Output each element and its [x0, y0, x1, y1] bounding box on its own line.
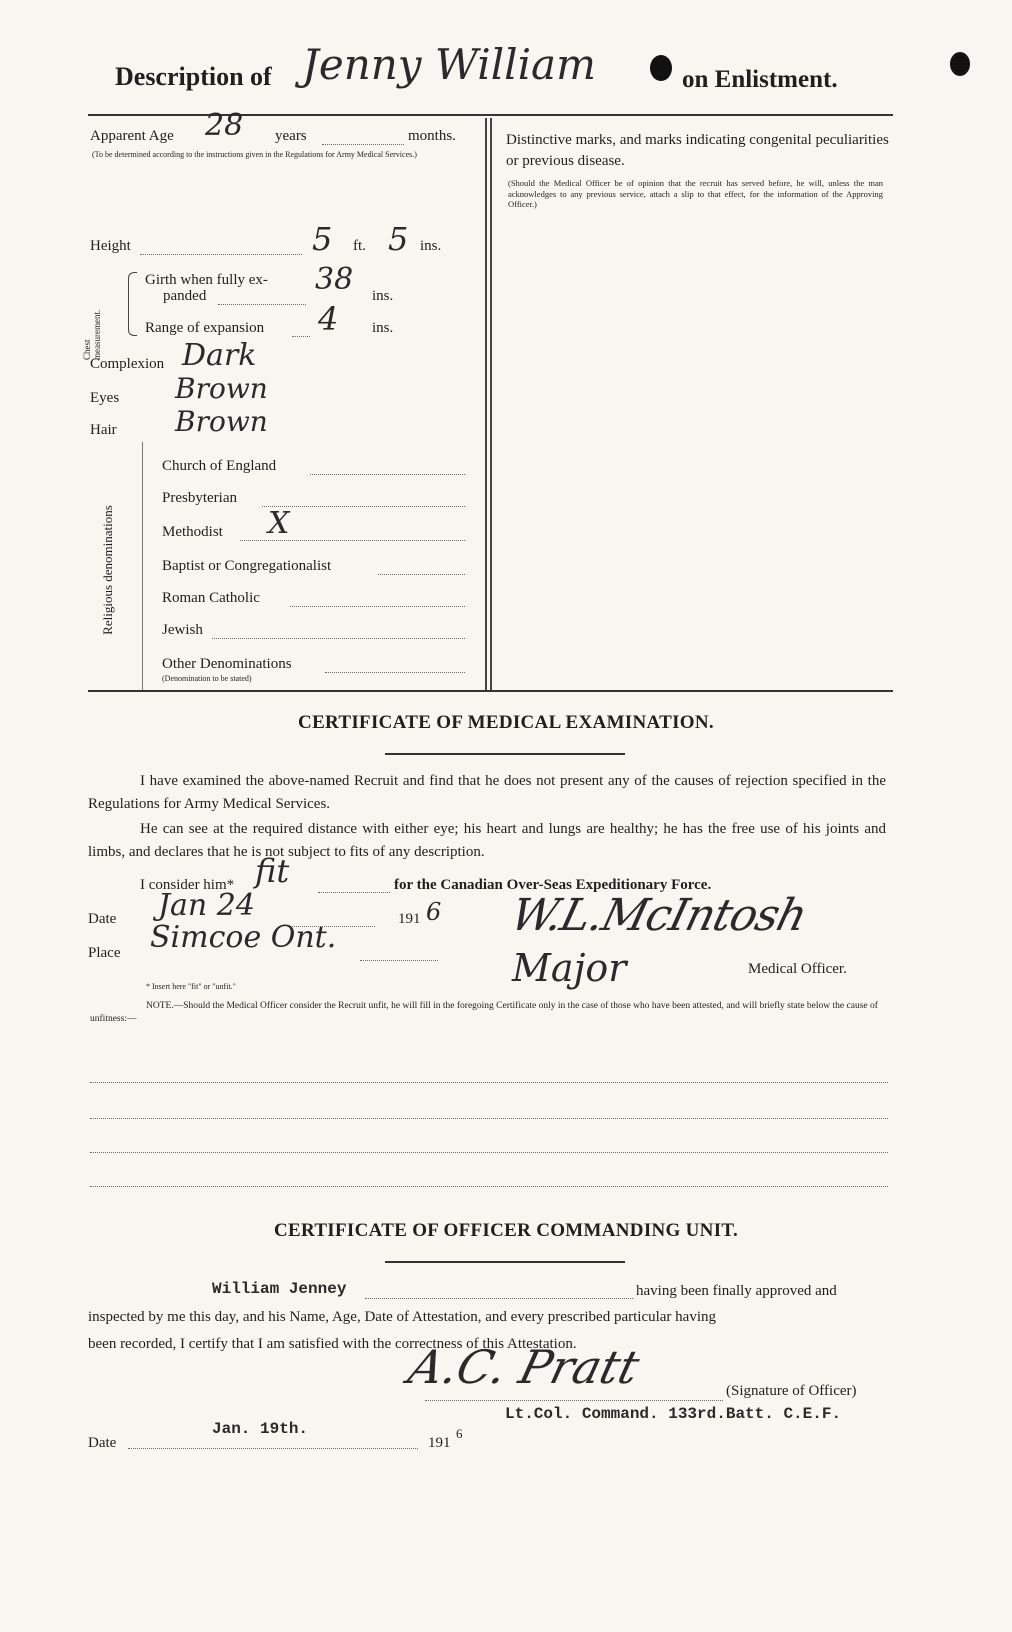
age-value: 28: [205, 108, 244, 143]
marks-heading: Distinctive marks, and marks indicating congenital peculiarities or previous disease.: [506, 132, 889, 169]
medical-place-value: Simcoe Ont.: [150, 920, 337, 955]
girth-label-2: panded: [163, 288, 207, 304]
religion-presbyterian: Presbyterian: [162, 490, 237, 506]
religion-side-label: Religious denominations: [100, 505, 115, 635]
commanding-title-rule: [385, 1261, 625, 1263]
commanding-year-digit: 6: [456, 1426, 463, 1441]
complexion-label: Complexion: [90, 356, 165, 372]
medical-title: CERTIFICATE OF MEDICAL EXAMINATION.: [298, 712, 714, 733]
medical-year-digit: 6: [426, 898, 442, 926]
height-label: Height: [90, 238, 131, 254]
years-label: years: [275, 128, 307, 144]
commanding-signature-label: (Signature of Officer): [726, 1383, 857, 1399]
medical-note: NOTE.—Should the Medical Officer consider the Recruit unfit, he will fill in the foregoing Certificate only in the case of those who have been attested, and will briefly state below the cause of unfitness:—: [90, 1001, 878, 1024]
medical-date-label: Date: [88, 911, 117, 927]
commanding-title: CERTIFICATE OF OFFICER COMMANDING UNIT.: [273, 1220, 739, 1241]
height-in-value: 5: [388, 220, 409, 258]
religion-roman-catholic: Roman Catholic: [162, 590, 260, 606]
religion-other: Other Denominations: [162, 656, 292, 672]
unfitness-line: [90, 1082, 888, 1083]
religion-baptist: Baptist or Congregationalist: [162, 558, 332, 574]
commanding-date-typed: Jan. 19th.: [212, 1420, 309, 1438]
medical-para2: He can see at the required distance with either eye; his heart and lungs are healthy; he has the free use of his joints and limbs, and declares that he is not subject to fits of any description.: [88, 821, 886, 860]
consider-suffix: for the Canadian Over-Seas Expeditionary Force.: [394, 877, 712, 893]
apparent-age-label: Apparent Age: [90, 128, 174, 144]
range-label: Range of expansion: [145, 320, 265, 336]
column-divider: [485, 118, 487, 690]
range-ins-label: ins.: [372, 320, 394, 336]
consider-value: fit: [255, 852, 290, 890]
complexion-value: Dark: [182, 338, 257, 373]
section-rule: [88, 690, 893, 692]
commanding-line2: inspected by me this day, and his Name, Age, Date of Attestation, and every prescribed particular having: [88, 1309, 717, 1325]
height-ft-value: 5: [312, 220, 333, 258]
header-name-handwritten: Jenny William: [302, 40, 596, 89]
height-ins-label: ins.: [420, 238, 442, 254]
ink-blot: [650, 55, 672, 81]
medical-officer-label: Medical Officer.: [748, 961, 847, 977]
form-left-rule: [142, 442, 143, 692]
ink-blot: [950, 52, 970, 76]
medical-place-label: Place: [88, 945, 121, 961]
medical-date-value: Jan 24: [158, 888, 255, 923]
age-note: (To be determined according to the instructions given in the Regulations for Army Medical Services.): [92, 150, 417, 159]
religion-methodist: Methodist: [162, 524, 223, 540]
commanding-signature: A.C. Pratt: [403, 1340, 645, 1394]
header-suffix: on Enlistment.: [682, 66, 838, 93]
unfitness-line: [90, 1118, 888, 1119]
hair-value: Brown: [175, 405, 268, 438]
medical-year-print: 191: [398, 911, 421, 927]
commanding-date-label: Date: [88, 1435, 117, 1451]
unfitness-line: [90, 1186, 888, 1187]
girth-value: 38: [315, 262, 354, 297]
medical-officer-signature: W.L.McIntosh: [505, 890, 812, 941]
girth-ins-label: ins.: [372, 288, 394, 304]
religion-methodist-mark: X: [268, 506, 290, 541]
unfitness-line: [90, 1152, 888, 1153]
commanding-year-print: 191: [428, 1435, 451, 1451]
header-prefix: Description of: [115, 62, 272, 91]
medical-para1: I have examined the above-named Recruit and find that he does not present any of the causes of rejection specified in the Regulations for Army Medical Services.: [88, 773, 886, 812]
commanding-name-typed: William Jenney: [212, 1280, 347, 1298]
medical-insert-note: * Insert here "fit" or "unfit.": [146, 982, 236, 991]
commanding-officer-typed: Lt.Col. Command. 133rd.Batt. C.E.F.: [505, 1405, 842, 1423]
medical-title-rule: [385, 753, 625, 755]
commanding-line1-suffix: having been finally approved and: [636, 1283, 837, 1299]
marks-note: (Should the Medical Officer be of opinion that the recruit has served before, he will, unless the man acknowledges to any previous service, attach a slip to that effect, for the information of the Approving Officer.): [508, 178, 883, 209]
commanding-line3: been recorded, I certify that I am satisfied with the correctness of this Attestation.: [88, 1336, 577, 1352]
medical-officer-rank: Major: [512, 946, 627, 990]
eyes-value: Brown: [175, 372, 268, 405]
religion-jewish: Jewish: [162, 622, 203, 638]
ft-label: ft.: [353, 238, 366, 254]
column-divider: [490, 118, 492, 690]
eyes-label: Eyes: [90, 390, 120, 406]
hair-label: Hair: [90, 422, 117, 438]
religion-other-note: (Denomination to be stated): [162, 674, 252, 683]
chest-label: Chest measurement.: [82, 309, 102, 360]
religion-church-of-england: Church of England: [162, 458, 277, 474]
consider-prefix: I consider him*: [140, 877, 235, 893]
months-label: months.: [408, 128, 456, 144]
range-value: 4: [318, 300, 339, 338]
girth-label-1: Girth when fully ex-: [145, 272, 268, 288]
